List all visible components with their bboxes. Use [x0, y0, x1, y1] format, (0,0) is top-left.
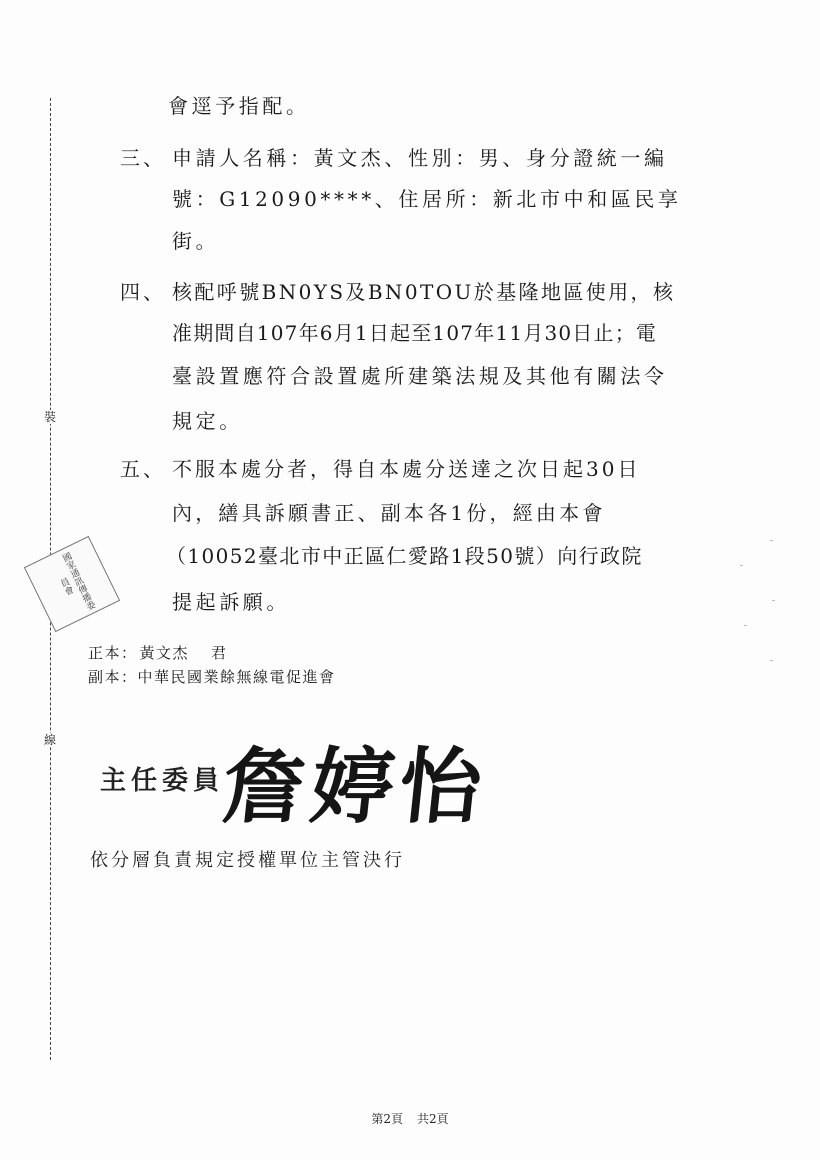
- item-5-line-4: 提起訴願。: [172, 590, 290, 614]
- item-4-line-3: 臺設置應符合設置處所建築法規及其他有關法令: [172, 364, 668, 388]
- scan-speck: [770, 660, 773, 661]
- original-name: 黃文杰: [139, 644, 190, 662]
- authorization-note: 依分層負責規定授權單位主管決行: [90, 850, 405, 871]
- item-3-line-1: 申請人名稱：黃文杰、性別：男、身分證統一編: [172, 146, 668, 170]
- item-5-line-3: （10052臺北市中正區仁愛路1段50號）向行政院: [166, 544, 643, 568]
- scan-speck: [770, 540, 773, 541]
- item-4-line-4: 規定。: [172, 409, 243, 433]
- continuation-line: 會逕予指配。: [168, 94, 310, 118]
- item-3-number: 三、: [120, 146, 166, 170]
- item-4-number: 四、: [120, 280, 166, 304]
- item-4-line-1: 核配呼號BN0YS及BN0TOU於基隆地區使用，核: [172, 280, 676, 304]
- item-3-line-2: 號：G12090****、住居所：新北市中和區民享: [172, 187, 682, 211]
- page-total: 共2頁: [417, 1112, 449, 1126]
- original-suffix: 君: [211, 644, 228, 662]
- scan-speck: [772, 600, 775, 601]
- signature-title: 主任委員: [100, 766, 225, 796]
- item-5-line-2: 內，繕具訴願書正、副本各1份，經由本會: [172, 501, 606, 525]
- item-5-line-1: 不服本處分者，得自本處分送達之次日起30日: [172, 457, 641, 481]
- binding-char-top: 裝: [43, 410, 56, 424]
- item-4-line-2: 准期間自107年6月1日起至107年11月30日止；電: [172, 321, 658, 345]
- original-recipient: [88, 643, 228, 663]
- scan-speck: [744, 625, 747, 626]
- scan-speck: [740, 565, 743, 566]
- binding-char-bottom: 線: [43, 733, 56, 747]
- duplicate-recipient: [88, 667, 336, 687]
- receipt-seal: 國家通訊傳播委員會: [24, 536, 120, 632]
- item-5-number: 五、: [120, 457, 166, 481]
- page-footer: [0, 1110, 820, 1127]
- duplicate-name: 中華民國業餘無線電促進會: [137, 668, 336, 686]
- page-number: 第2頁: [371, 1112, 403, 1126]
- original-label: 正本：: [88, 644, 138, 662]
- duplicate-label: 副本：: [88, 668, 138, 686]
- item-3-line-3: 街。: [172, 229, 220, 253]
- signature-name: 詹婷怡: [218, 739, 493, 835]
